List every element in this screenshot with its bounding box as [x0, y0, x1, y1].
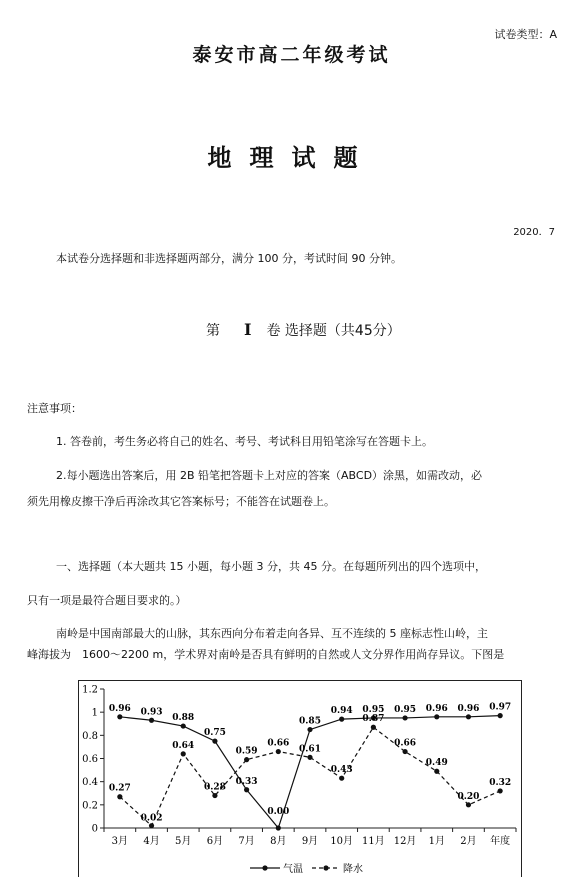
data-point: [117, 794, 122, 799]
data-label-temperature: 0.95: [362, 704, 385, 715]
notice-item-2-line-1: 2.每小题选出答案后，用 2B 铅笔把答题卡上对应的答案（ABCD）涂黑，如需改动，必: [56, 469, 483, 482]
data-label-precipitation: 0.66: [267, 738, 290, 749]
data-label-temperature: 0.97: [489, 702, 512, 713]
x-tick-label: 11月: [362, 836, 385, 847]
y-tick-label: 0: [91, 823, 98, 835]
data-point: [149, 718, 154, 723]
data-point: [181, 723, 186, 728]
legend-marker-precipitation: [323, 865, 328, 870]
x-tick-label: 9月: [301, 836, 319, 847]
x-tick-label: 1月: [428, 836, 445, 847]
data-point: [339, 776, 344, 781]
section-prefix: 第: [206, 323, 220, 339]
data-label-temperature: 0.85: [299, 716, 321, 727]
data-point: [276, 825, 281, 830]
section-suffix: 卷 选择题（共45分）: [266, 323, 401, 339]
data-label-precipitation: 0.59: [235, 746, 258, 757]
data-label-temperature: 0.88: [172, 713, 195, 724]
data-label-temperature: 0.00: [267, 807, 290, 817]
data-point: [212, 739, 217, 744]
data-point: [402, 715, 407, 720]
subject-title: 地理试题: [207, 144, 376, 172]
y-tick-label: 0.2: [82, 800, 98, 812]
y-tick-label: 0.4: [82, 777, 98, 789]
data-label-precipitation: 0.66: [394, 738, 417, 749]
legend-label-temperature: 气温: [283, 864, 303, 875]
data-point: [181, 751, 186, 756]
x-tick-label: 6月: [206, 836, 224, 847]
notice-title: 注意事项：: [27, 402, 82, 415]
y-tick-label: 1.2: [82, 684, 98, 696]
data-point: [244, 757, 249, 762]
data-point: [434, 714, 439, 719]
y-tick-label: 1: [91, 707, 98, 719]
data-label-temperature: 0.95: [394, 704, 417, 715]
data-point: [212, 793, 217, 798]
data-label-temperature: 0.93: [140, 707, 163, 718]
x-tick-label: 12月: [393, 836, 417, 847]
series-line-temperature: [120, 716, 500, 828]
data-point: [371, 725, 376, 730]
data-label-temperature: 0.75: [203, 728, 226, 739]
data-point: [434, 769, 439, 774]
data-label-precipitation: 0.27: [108, 783, 131, 794]
data-label-precipitation: 0.20: [457, 791, 480, 802]
exam-date: 2020．7: [513, 227, 555, 238]
data-label-precipitation: 0.49: [425, 758, 448, 769]
y-tick-label: 0.8: [82, 730, 98, 742]
data-label-precipitation: 0.28: [203, 782, 226, 793]
data-label-precipitation: 0.32: [489, 777, 512, 788]
intro-text: 本试卷分选择题和非选择题两部分，满分 100 分，考试时间 90 分钟。: [56, 252, 402, 265]
passage-line-2: 峰海拔为 1600～2200 m，学术界对南岭是否具有鲜明的自然或人文分界作用尚存异议。下图是: [27, 648, 505, 661]
x-tick-label: 10月: [330, 836, 354, 847]
legend-label-precipitation: 降水: [343, 864, 363, 875]
data-label-temperature: 0.96: [425, 703, 448, 714]
data-label-temperature: 0.33: [235, 776, 258, 787]
data-point: [498, 788, 503, 793]
data-point: [307, 755, 312, 760]
notice-item-1: 1. 答卷前，考生务必将自己的姓名、考号、考试科目用铅笔涂写在答题卡上。: [56, 435, 433, 448]
y-tick-label: 0.6: [82, 754, 98, 765]
data-point: [307, 727, 312, 732]
data-label-precipitation: 0.87: [362, 714, 385, 725]
data-point: [466, 802, 471, 807]
legend-marker-temperature: [262, 865, 267, 870]
data-label-precipitation: 0.61: [299, 744, 321, 755]
data-point: [339, 717, 344, 722]
question-header-line-1: 一、选择题（本大题共 15 小题，每小题 3 分，共 45 分。在每题所列出的四个选项中，: [56, 560, 486, 573]
data-point: [402, 749, 407, 754]
x-tick-label: 年度: [490, 836, 511, 847]
x-tick-label: 7月: [238, 836, 255, 847]
data-point: [117, 714, 122, 719]
data-label-precipitation: 0.43: [330, 765, 353, 776]
data-label-precipitation: 0.64: [172, 740, 195, 751]
data-point: [466, 714, 471, 719]
x-tick-label: 2月: [460, 836, 477, 847]
x-tick-label: 8月: [270, 836, 287, 847]
data-point: [149, 823, 154, 828]
x-tick-label: 4月: [143, 836, 160, 847]
data-label-temperature: 0.96: [108, 703, 131, 714]
question-header-line-2: 只有一项是最符合题目要求的。）: [27, 594, 187, 607]
notice-item-2-line-2: 须先用橡皮擦干净后再涂改其它答案标号；不能答在试题卷上。: [27, 495, 335, 508]
x-tick-label: 5月: [175, 836, 192, 847]
data-label-temperature: 0.94: [330, 706, 353, 717]
section-roman: Ⅰ: [244, 320, 253, 339]
data-point: [244, 787, 249, 792]
exam-title: 泰安市高二年级考试: [192, 44, 391, 66]
passage-line-1: 南岭是中国南部最大的山脉，其东西向分布着走向各异、互不连续的 5 座标志性山岭，主: [56, 627, 488, 640]
data-point: [276, 749, 281, 754]
data-label-precipitation: 0.02: [140, 813, 163, 824]
data-point: [498, 713, 503, 718]
paper-type: 试卷类型：A: [494, 28, 557, 41]
data-label-temperature: 0.96: [457, 703, 480, 714]
x-tick-label: 3月: [111, 836, 129, 847]
